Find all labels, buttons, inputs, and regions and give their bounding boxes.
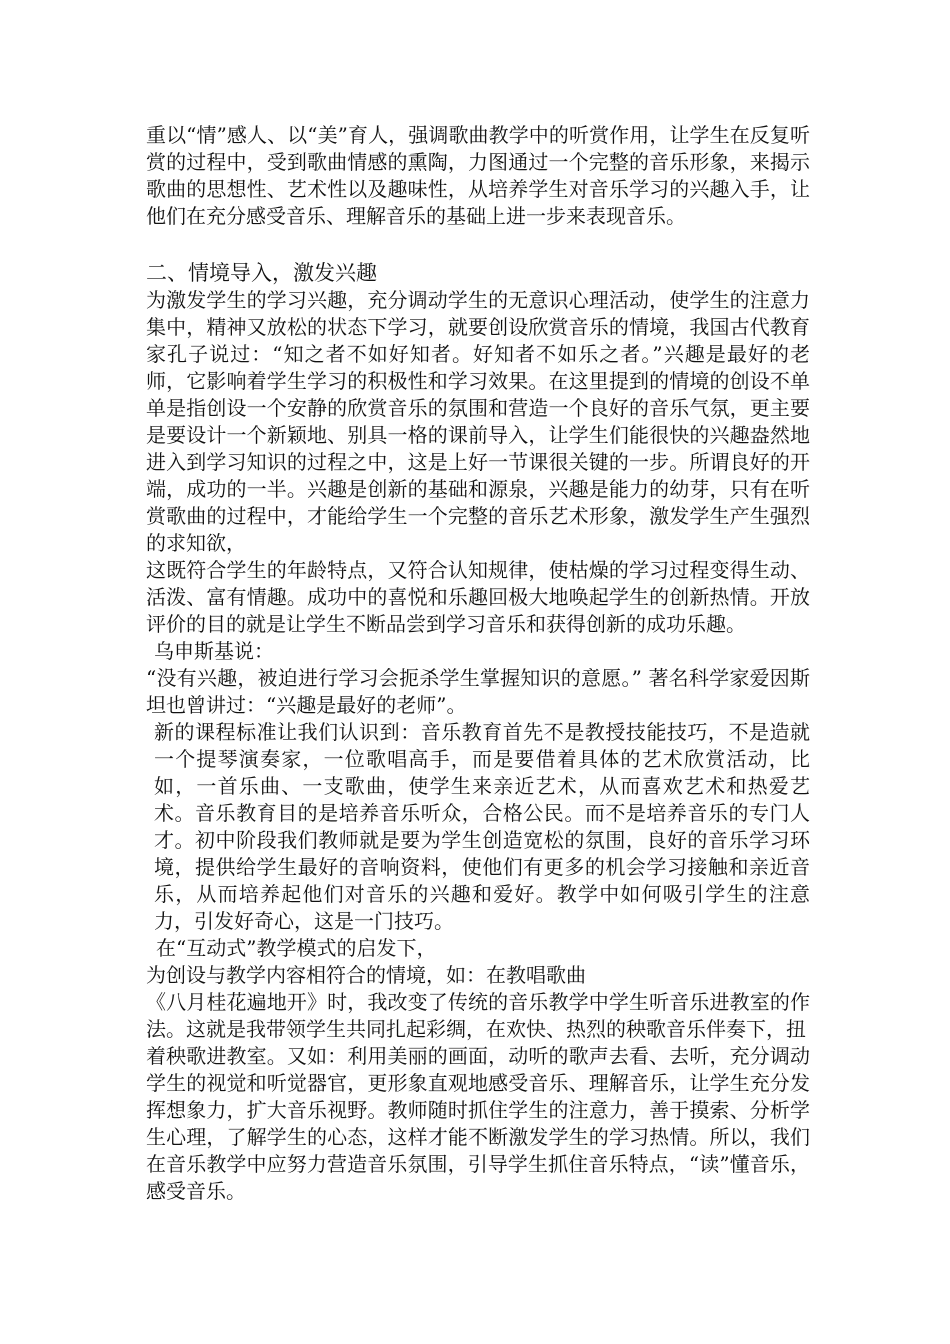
paragraph-gap [146,230,810,260]
body-paragraph: 新的课程标准让我们认识到：音乐教育首先不是教授技能技巧，不是造就一个提琴演奏家，一位歌唱高手，而是要借着具体的艺术欣赏活动，比如，一首乐曲、一支歌曲，使学生来亲近艺术，从而喜欢艺术和热爱艺术。音乐教育目的是培养音乐听众，合格公民。而不是培养音乐的专门人才。初中阶段我们教师就是要为学生创造宽松的氛围，良好的音乐学习环境，提供给学生最好的音响资料，使他们有更多的机会学习接触和亲近音乐，从而培养起他们对音乐的兴趣和爱好。教学中如何吸引学生的注意力，引发好奇心，这是一门技巧。 [154,720,810,933]
body-paragraph: 乌申斯基说： [154,639,274,663]
body-paragraph: 为创设与教学内容相符合的情境，如：在教唱歌曲 [146,963,586,987]
body-paragraph: “没有兴趣，被迫进行学习会扼杀学生掌握知识的意愿。” 著名科学家爱因斯坦也曾讲过：“兴趣是最好的老师”。 [146,666,810,717]
body-paragraph: 着秧歌进教室。又如：利用美丽的画面，动听的歌声去看、去听，充分调动学生的视觉和听觉器官，更形象直观地感受音乐、理解音乐，让学生充分发挥想象力，扩大音乐视野。教师随时抓住学生的注意力，善于摸索、分析学生心理，了解学生的心态，这样才能不断激发学生的学习热情。所以，我们在音乐教学中应努力营造音乐氛围，引导学生抓住音乐特点，“读”懂音乐，感受音乐。 [146,1044,810,1203]
body-paragraph: 在“互动式”教学模式的启发下， [156,936,437,960]
body-paragraph: 《八月桂花遍地开》时，我改变了传统的音乐教学中学生听音乐进教室的作法。这就是我带领学生共同扎起彩绸，在欢快、热烈的秧歌音乐伴奏下，扭 [146,990,810,1041]
body-paragraph: 这既符合学生的年龄特点，又符合认知规律，使枯燥的学习过程变得生动、活泼、富有情趣。成功中的喜悦和乐趣回极大地唤起学生的创新热情。开放评价的目的就是让学生不断品尝到学习音乐和获得创新的成功乐趣。 [146,558,810,636]
document-page [146,122,810,1205]
section-heading: 二、情境导入，激发兴趣 [146,261,377,285]
intro-paragraph: 重以“情”感人、以“美”育人，强调歌曲教学中的听赏作用，让学生在反复听赏的过程中，受到歌曲情感的熏陶，力图通过一个完整的音乐形象，来揭示歌曲的思想性、艺术性以及趣味性，从培养学生对音乐学习的兴趣入手，让他们在充分感受音乐、理解音乐的基础上进一步来表现音乐。 [146,123,810,228]
body-paragraph: 为激发学生的学习兴趣，充分调动学生的无意识心理活动，使学生的注意力集中，精神又放松的状态下学习，就要创设欣赏音乐的情境，我国古代教育家孔子说过：“知之者不如好知者。好知者不如乐之者。”兴趣是最好的老师，它影响着学生学习的积极性和学习效果。在这里提到的情境的创设不单单是指创设一个安静的欣赏音乐的氛围和营造一个良好的音乐气氛，更主要是要设计一个新颖地、别具一格的课前导入，让学生们能很快的兴趣盎然地进入到学习知识的过程之中，这是上好一节课很关键的一步。所谓良好的开端，成功的一半。兴趣是创新的基础和源泉，兴趣是能力的幼芽，只有在听赏歌曲的过程中，才能给学生一个完整的音乐艺术形象，激发学生产生强烈的求知欲， [146,288,810,555]
